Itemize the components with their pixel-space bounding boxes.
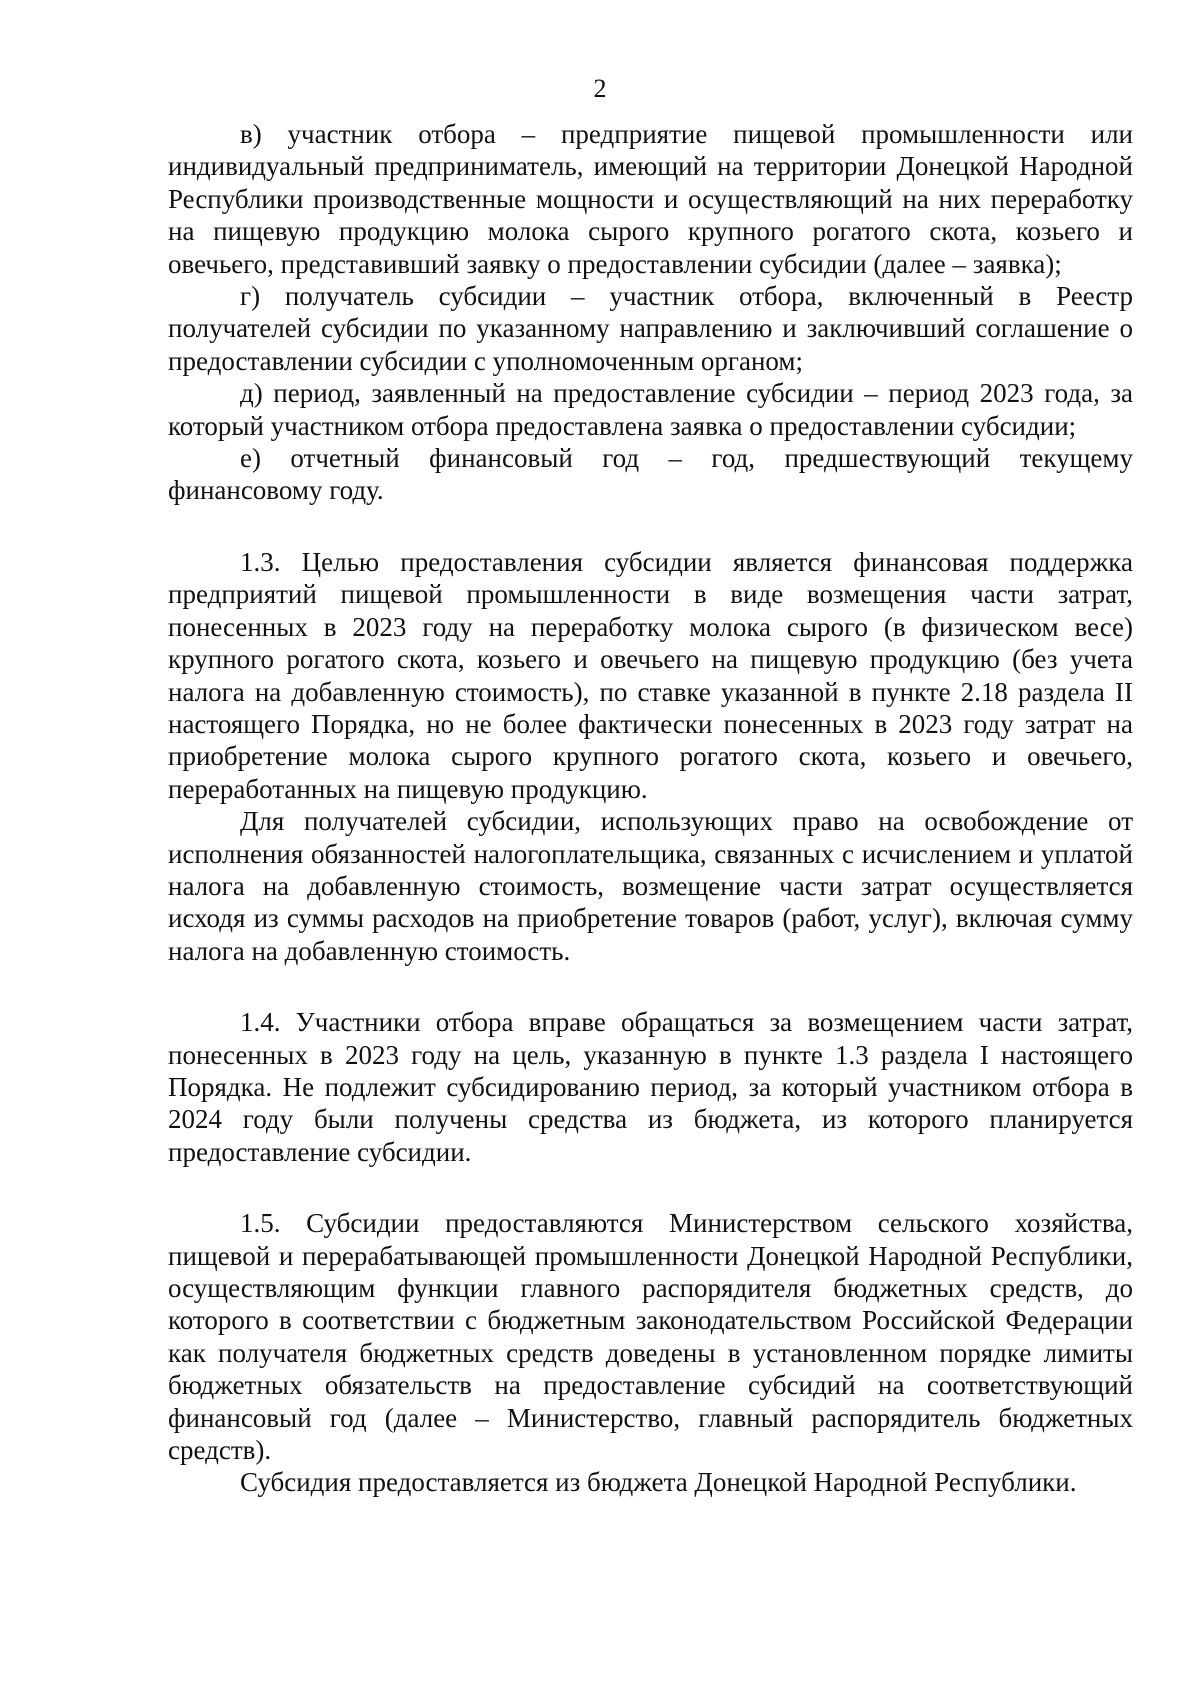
page-number: 2 xyxy=(593,74,607,103)
paragraph-period-definition: д) период, заявленный на предоставление субсидии – период 2023 года, за который участником отбора предоставлена заявка о предоставлении субсидии; xyxy=(168,378,1133,441)
paragraph-budget-source: Субсидия предоставляется из бюджета Донецкой Народной Республики. xyxy=(240,1467,1077,1498)
paragraph-gap xyxy=(168,1168,1133,1207)
paragraph-recipient-definition: г) получатель субсидии – участник отбора, включенный в Реестр получателей субсидии по указанному направлению и заключивший соглашение о предоставлении субсидии с уполномоченным органом; xyxy=(168,281,1133,376)
paragraph-section-1-3: 1.3. Целью предоставления субсидии является финансовая поддержка предприятий пищевой промышленности в виде возмещения части затрат, понесенных в 2023 году на переработку молока сырого (в физическом весе) крупного рогатого скота, козьего и овечьего на пищевую продукцию (без учета налога на добавленную стоимость), по ставке указанной в пункте 2.18 раздела II настоящего Порядка, но не более фактически понесенных в 2023 году затрат на приобретение молока сырого крупного рогатого скота, козьего и овечьего, переработанных на пищевую продукцию. xyxy=(168,546,1133,804)
paragraph-participant-definition: в) участник отбора – предприятие пищевой промышленности или индивидуальный предприниматель, имеющий на территории Донецкой Народной Республики производственные мощности и осуществляющий на них переработку на пищевую продукцию молока сырого крупного рогатого скота, козьего и овечьего, представивший заявку о предоставлении субсидии (далее – заявка); xyxy=(168,119,1133,279)
paragraph-gap xyxy=(168,507,1133,546)
paragraph-gap xyxy=(168,967,1133,1006)
paragraph-vat-exemption: Для получателей субсидии, использующих право на освобождение от исполнения обязанностей налогоплательщика, связанных с исчислением и уплатой налога на добавленную стоимость, возмещение части затрат осуществляется исходя из суммы расходов на приобретение товаров (работ, услуг), включая сумму налога на добавленную стоимость. xyxy=(168,806,1133,966)
paragraph-section-1-5: 1.5. Субсидии предоставляются Министерством сельского хозяйства, пищевой и перерабатывающей промышленности Донецкой Народной Республики, осуществляющим функции главного распорядителя бюджетных средств, до которого в соответствии с бюджетным законодательством Российской Федерации как получателя бюджетных средств доведены в установленном порядке лимиты бюджетных обязательств на предоставление субсидий на соответствующий финансовый год (далее – Министерство, главный распорядитель бюджетных средств). xyxy=(168,1208,1133,1466)
document-body xyxy=(168,118,1133,1499)
paragraph-section-1-4: 1.4. Участники отбора вправе обращаться за возмещением части затрат, понесенных в 2023 году на цель, указанную в пункте 1.3 раздела I настоящего Порядка. Не подлежит субсидированию период, за который участником отбора в 2024 году были получены средства из бюджета, из которого планируется предоставление субсидии. xyxy=(168,1007,1133,1167)
paragraph-reporting-year-definition: е) отчетный финансовый год – год, предшествующий текущему финансовому году. xyxy=(168,443,1133,506)
